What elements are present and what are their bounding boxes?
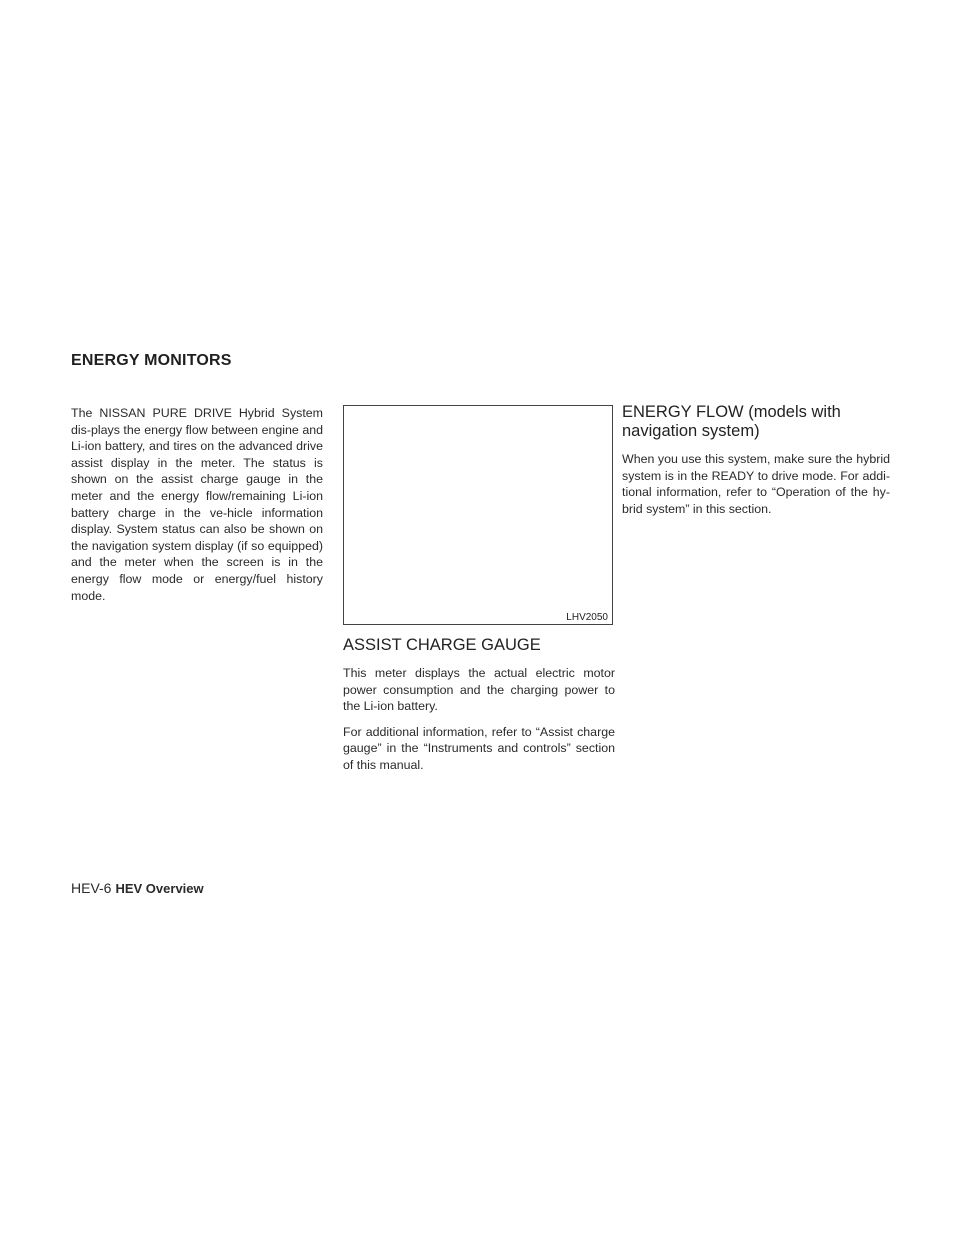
page-footer [71, 880, 204, 896]
assist-charge-paragraph-1: This meter displays the actual electric motor power consumption and the charging power to the Li-ion battery. [343, 666, 615, 714]
energy-flow-heading: ENERGY FLOW (models with navigation system) [622, 403, 841, 440]
figure-placeholder [343, 405, 613, 625]
assist-charge-paragraph-2: For additional information, refer to “Assist charge gauge” in the “Instruments and controls” section of this manual. [343, 724, 615, 772]
assist-charge-column [343, 405, 615, 783]
energy-flow-paragraph: When you use this system, make sure the hybrid system is in the READY to drive mode. For addi-tional information, refer to “Operation of the hy-brid system” in this section. [622, 452, 890, 516]
section-title: ENERGY MONITORS [71, 352, 232, 369]
figure-code: LHV2050 [566, 612, 608, 623]
assist-charge-heading: ASSIST CHARGE GAUGE [343, 636, 541, 654]
energy-flow-column [622, 403, 890, 526]
chapter-title: HEV Overview [115, 881, 204, 896]
page-number: HEV-6 [71, 880, 112, 896]
intro-column [71, 405, 323, 613]
intro-paragraph: The NISSAN PURE DRIVE Hybrid System dis-plays the energy flow between engine and Li-ion battery, and tires on the advanced drive assist display in the meter. The status is shown on the assist charge gauge in the meter and the energy flow/remaining Li-ion battery charge in the ve-hicle information display. System status can also be shown on the navigation system display (if so equipped) and the meter when the screen is in the energy flow mode or energy/fuel history mode. [71, 406, 323, 603]
